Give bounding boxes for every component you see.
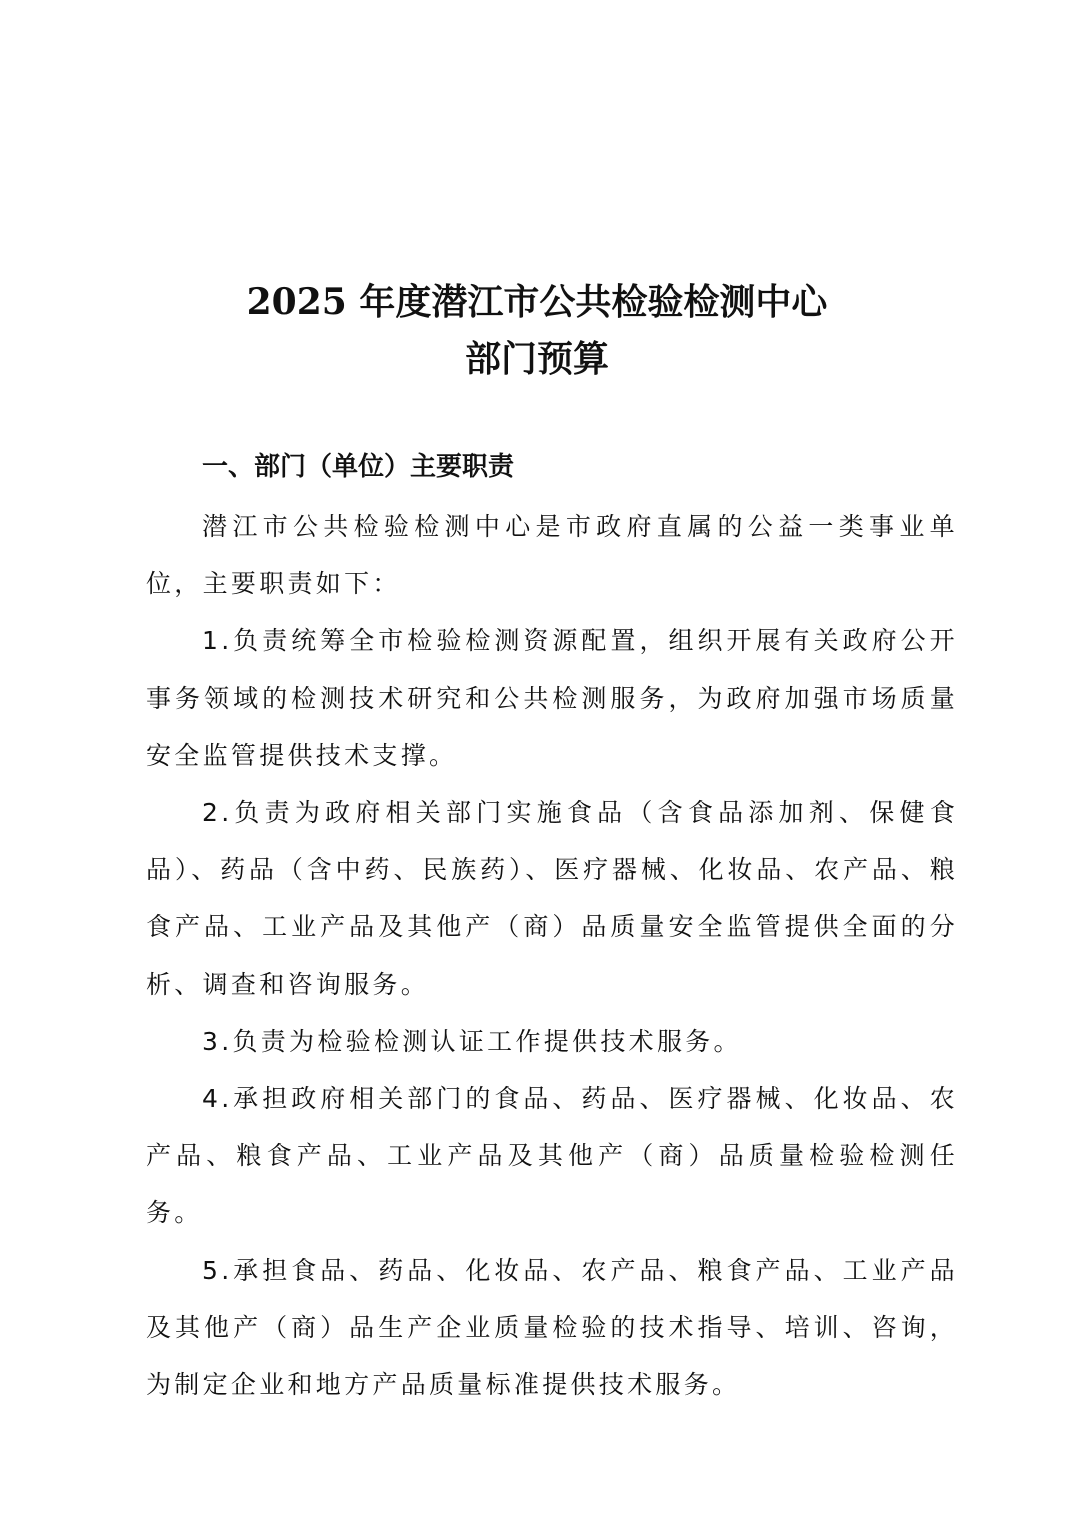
paragraph-intro: 潜江市公共检验检测中心是市政府直属的公益一类事业单位，主要职责如下： [146, 512, 958, 599]
document-title-line-1: 2025 年度潜江市公共检验检测中心 [246, 281, 828, 323]
document-title-line-2: 部门预算 [464, 338, 609, 380]
paragraph-duty-3: 3.负责为检验检测认证工作提供技术服务。 [202, 1026, 742, 1056]
section-heading: 一、部门（单位）主要职责 [202, 452, 515, 482]
paragraph-duty-1: 1.负责统筹全市检验检测资源配置，组织开展有关政府公开事务领域的检测技术研究和公共检测服务，为政府加强市场质量安全监管提供技术支撑。 [146, 626, 958, 770]
paragraph-duty-4: 4.承担政府相关部门的食品、药品、医疗器械、化妆品、农产品、粮食产品、工业产品及其他产（商）品质量检验检测任务。 [146, 1084, 958, 1228]
paragraph-duty-5: 5.承担食品、药品、化妆品、农产品、粮食产品、工业产品及其他产（商）品生产企业质量检验的技术指导、培训、咨询，为制定企业和地方产品质量标准提供技术服务。 [146, 1255, 958, 1400]
paragraph-duty-2: 2.负责为政府相关部门实施食品（含食品添加剂、保健食品）、药品（含中药、民族药）、医疗器械、化妆品、农产品、粮食产品、工业产品及其他产（商）品质量安全监管提供全面的分析、调查和咨询服务。 [146, 798, 958, 999]
document-body [146, 498, 958, 1413]
